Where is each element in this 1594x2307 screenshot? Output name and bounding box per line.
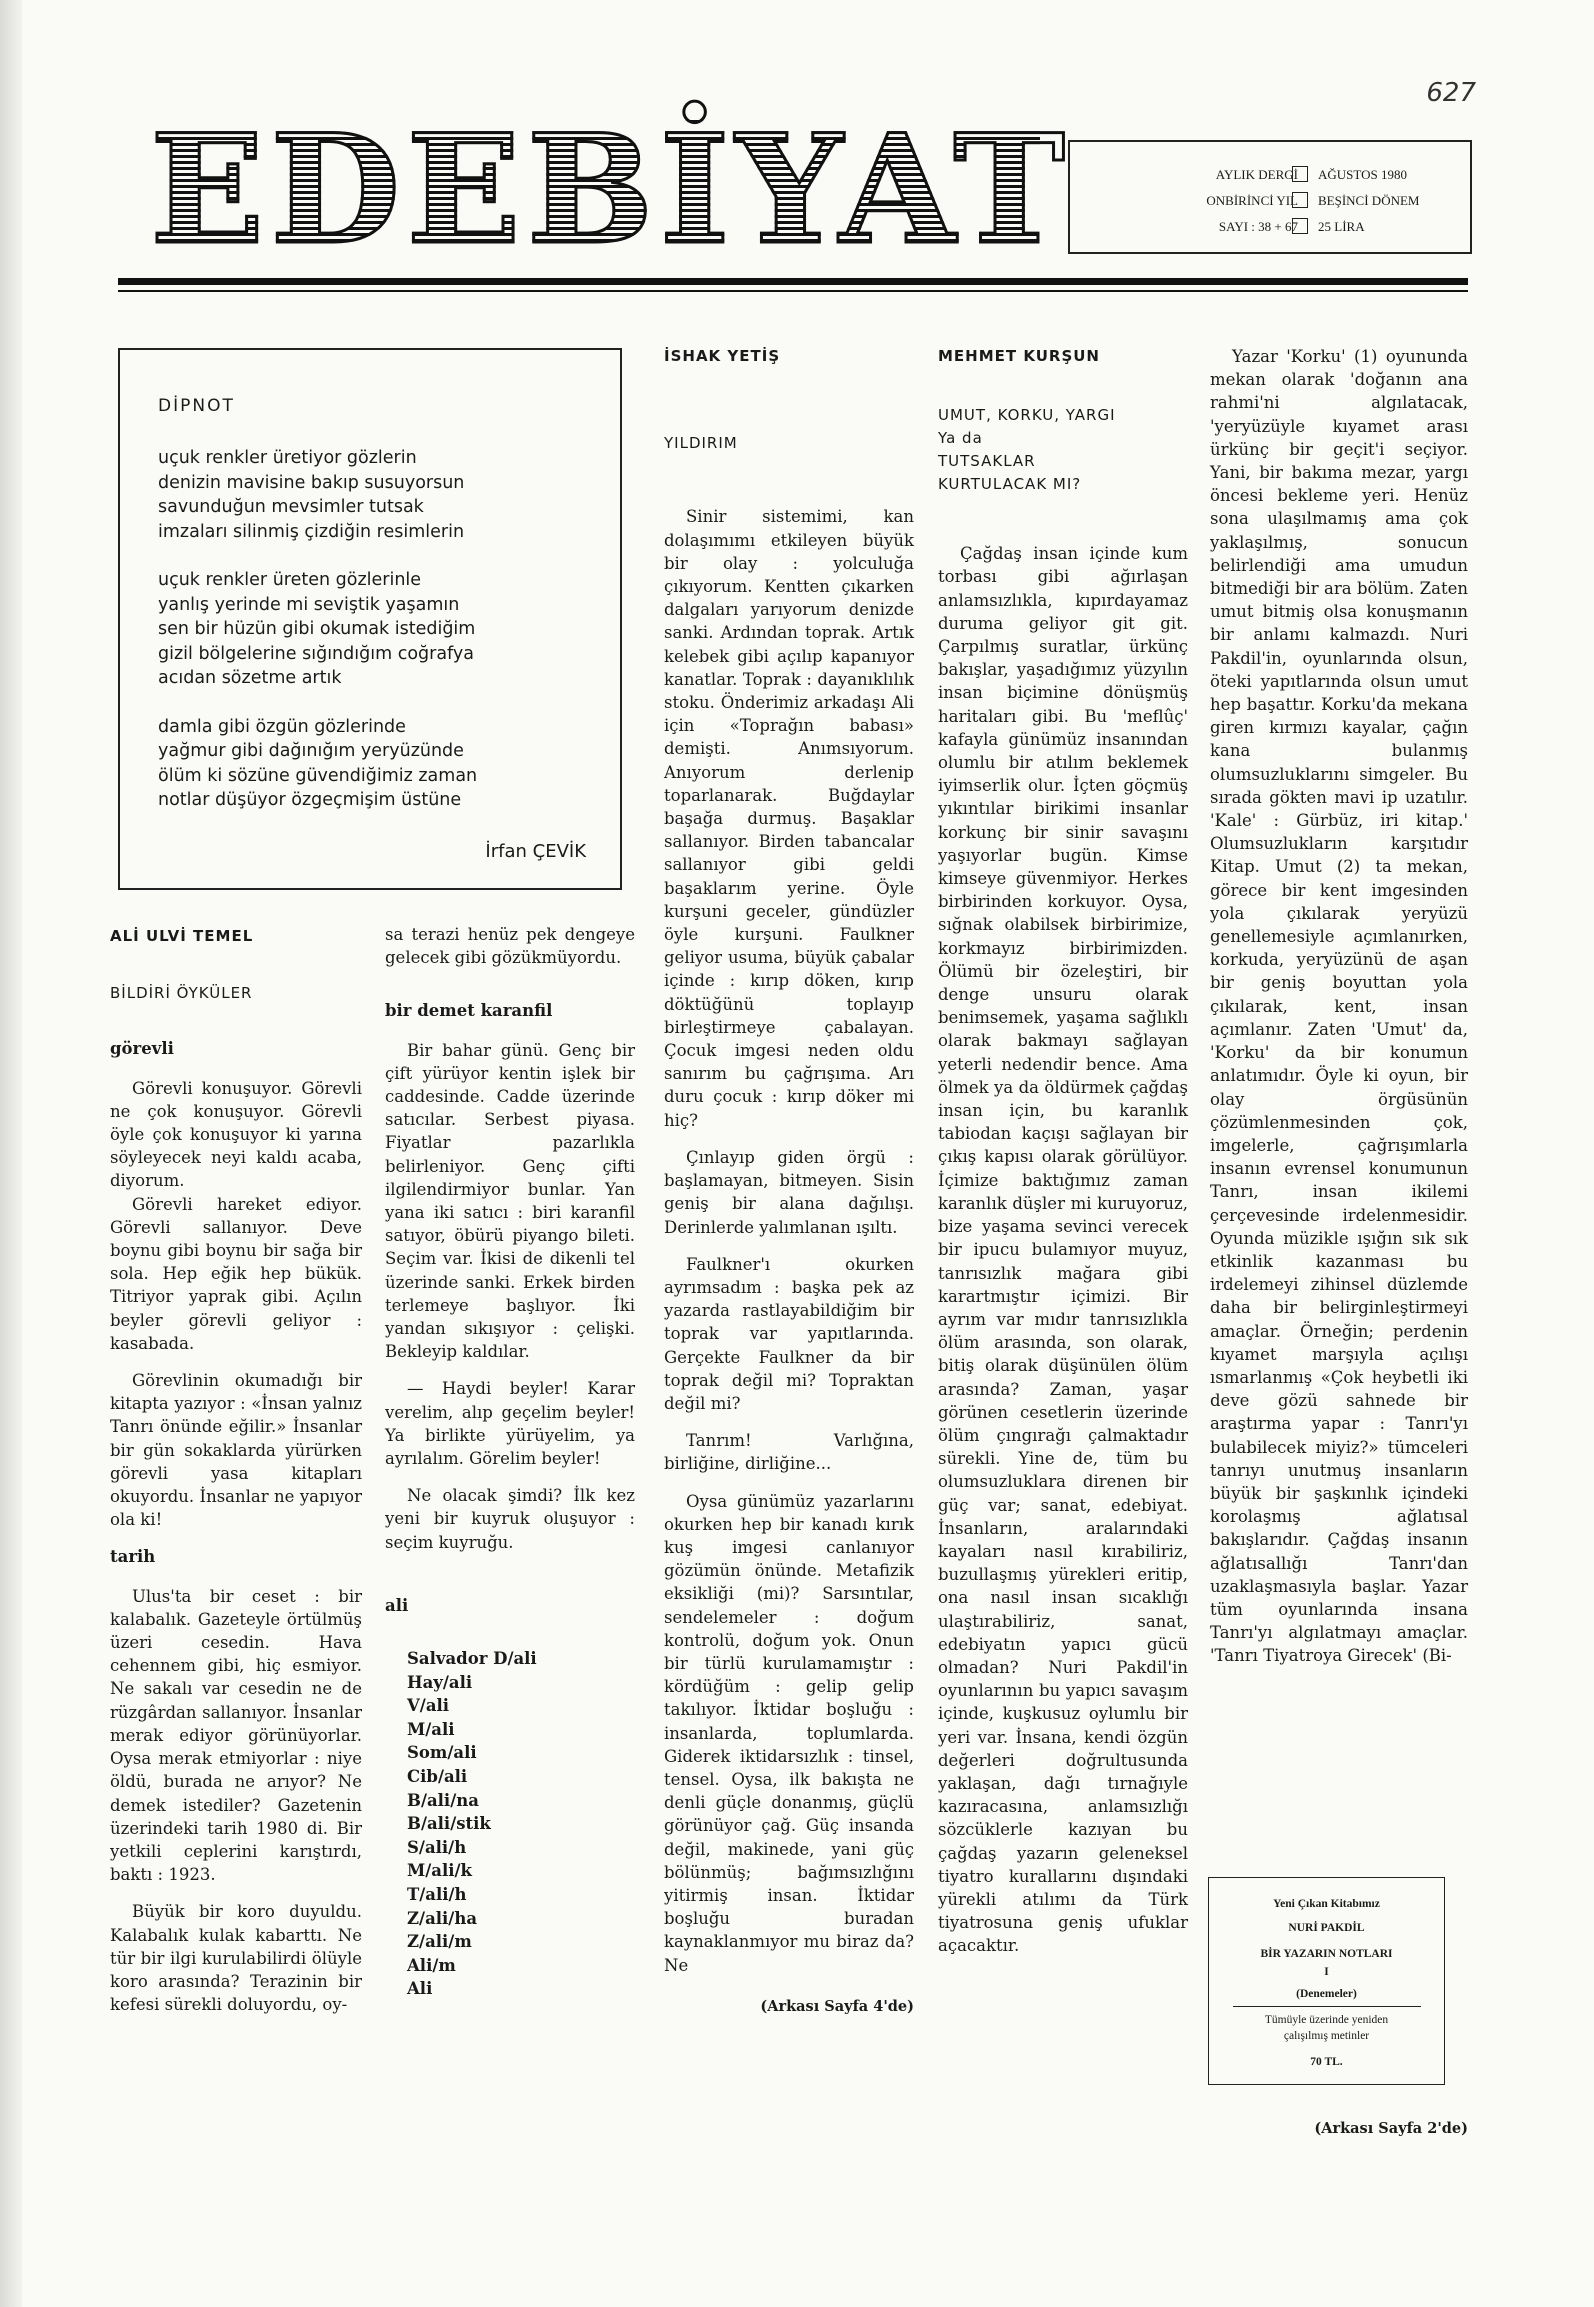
checkbox-square [1292,192,1308,208]
section-heading: ali [385,1595,409,1615]
info-checkboxes [1292,166,1308,244]
article-author: ALİ ULVİ TEMEL [110,927,254,945]
masthead-rule [118,278,1468,285]
info-right [1318,162,1419,240]
poem-line: damla gibi özgün gözlerinde [158,716,406,737]
masthead-title: EDEBİYAT [150,102,1071,278]
list-item: Z/ali/m [407,1932,472,1952]
poem-line: savunduğun mevsimler tutsak [158,497,424,517]
subtitle-line: UMUT, KORKU, YARGI [938,406,1116,425]
section-heading: tarih [110,1547,156,1567]
paragraph: Oysa günümüz yazarlarını okurken hep bir kanadı kırık kuş imgesi canlanıyor gözümün önünde. Metafizik eksikliği (mi)? Sarsıntılar, sendelemeler : doğum kontrolü, doğum yok. Onun bir türlü kurulamamıştır : kördüğüm : gelip gelip takılıyor. İktidar boşluğu : insanlarda, toplumlarda. Giderek iktidarsızlık : tinsel, tensel. Oysa, ilk bakışta ne denli güçle donanmış, güçlü görünüyor çağ. Güç insanda değil, makinede, yani güç bölünmüş; bağımsızlığını yitirmiş insan. İktidar boşluğu buradan kaynaklanmıyor mu biraz da? Ne [664,1491,914,1975]
paragraph: Ulus'ta bir ceset : bir kalabalık. Gazeteyle örtülmüş üzeri cesedin. Hava cehennem gibi, hiç esmiyor. Ne sakalı var cesedin ne de rüzgârdan sallanıyor. İnsanlar merak ediyor görünüyorlar. Oysa merak etmiyorlar : niye öldü, burada ne arıyor? Ne demek istediler? Gazetenin üzerindeki tarih 1980 di. Bir yetkili ceplerini karıştırdı, baktı : 1923. [110,1586,362,1885]
poem-stanza [158,715,608,813]
paragraph: Çağdaş insan içinde kum torbası gibi ağırlaşan anlamsızlıkla, kıpırdayamaz duruma geliyor git git. Çarpılmış suratlar, ürkünç bakışlar, yaşadığımız yüzyılın insan biçimine dönüşmüş haritaları gibi. Bu 'meflûç' kafayla günümüz insanından olumlu bir atılım beklemek iyimserlik olur. İçten göçmüş yıkıntılar birikimi insanlar korkunç bir sinir savaşını yaşıyorlar bugün. Kimse kimseye güvenmiyor. Herkes birbirinden korkuyor. Oysa, sığnak olabilsek birbirimize, korkmayız birbirimizden. Ölümü bir özeleştiri, bir denge unsuru olarak benimsemek, yaşama sağlıklı olarak bakmayı sağlayan yeterli nedendir bence. Ama ölmek ya da öldürmek çağdaş insan için, bu karanlık tabiodan kaçışı sağlayan bir çıkış kapısı olarak görülüyor. İçimize baktığımız zaman karanlık düşler mi kuruyoruz, bize yaşama sevinci verecek bir ipucu bulamıyor muyuz, tanrısızlık mağara gibi karartmıştır içimizi. Bir ayrım var mıdır tanrısızlıkla ölüm arasında, son olarak, bitiş olarak düşünülen ölüm arasında? Zaman, yaşar görünen cesetlerin üzerinde ölüm çıngırağı çalmaktadır sürekli. Yine de, tüm bu olumsuzluklara direnen bir güç var; sanat, edebiyat. İnsanların, aralarındaki kayaları nasıl kırabiliriz, buzullaşmış yürekleri eritip, ona nasıl insan sıcaklığı ulaştırabiliriz, sanat, edebiyatın yapıcı gücü olmadan? Nuri Pakdil'in oyunlarının bu yapıcı savaşım içinde, kuşkusuz oylumlu bir yeri var. İnsana, kendi özgün değerleri doğrultusunda yaklaşan, dağı tırnağıyle kazıracasına, anlamsızlığı sözcüklerle kazıyan bu çağdaş yazarın geleneksel tiyatro kurallarını dışındaki yürekli atılımı da Türk tiyatrosuna geniş ufuklar açacaktır. [938,544,1188,1956]
ali-wordplay-list [385,1647,635,2001]
ad-line: Yeni Çıkan Kitabımız [1273,1898,1380,1910]
list-item: V/ali [407,1696,450,1716]
list-item: Ali/m [407,1955,456,1975]
info-left [1206,162,1298,240]
checkbox-square [1292,218,1308,234]
poem-line: yağmur gibi dağınığım yeryüzünde [158,741,464,761]
masthead-info-box [1068,140,1472,254]
poem-title: DİPNOT [158,396,235,416]
section-heading: bir demet karanfil [385,1001,553,1021]
masthead-rule-thin [118,290,1468,292]
list-item: Hay/ali [407,1672,473,1692]
poem-line: imzaları silinmiş çizdiğin resimlerin [158,521,465,542]
poem-line: denizin mavisine bakıp susuyorsun [158,472,465,493]
poem-stanza [158,568,608,691]
column-ali-ulvi-cont [385,923,635,2001]
continued-note: (Arkası Sayfa 4'de) [760,1997,914,2015]
paragraph: Görevli hareket ediyor. Görevli sallanıyor. Deve boynu gibi boynu bir sağa bir sola. Hep eğik hep bükük. Titriyor yaprak gibi. Açılın beyler görevli geliyor : kasabada. [110,1194,362,1353]
list-item: Ali [407,1979,433,1999]
paragraph: Bir bahar günü. Genç bir çift yürüyor kentin işlek bir caddesinde. Cadde üzerinde satıcılar. Serbest piyasa. Fiyatlar pazarlıkla belirleniyor. Genç çifti ilgilendirmiyor bunlar. Yan yana iki satıcı : biri karanfil satıyor, öbürü piyango bileti. Seçim var. İkisi de dikenli tel üzerinde sanki. Erkek birden terlemeye başlıyor. İki yandan sıkışıyor : çelişki. Bekleyip kaldılar. [385,1040,635,1362]
column-ali-ulvi [110,925,362,2030]
checkbox-square [1292,166,1308,182]
subtitle-line: KURTULACAK MI? [938,475,1082,494]
page-edge [0,0,22,2307]
info-right-line: 25 LİRA [1318,219,1365,234]
info-left-line: ONBİRİNCİ YIL [1206,193,1298,208]
ad-line: Tümüyle üzerinde yeniden [1264,2014,1389,2026]
list-item: M/ali/k [407,1861,472,1881]
ad-divider [1233,2006,1421,2007]
paragraph: Yazar 'Korku' (1) oyununda mekan olarak 'doğanın ana rahmi'ni algılatacak, 'yeryüzüyle kıyamet arası ürkünç bir geçit'i seçiyor. Yani, bir bakıma mezar, yargı öncesi bekleme yeri. Henüz sona ulaşılmamış ama çok yaklaşılmış, sonucun belirlendiği ama umudun bitmediği bir ara bölüm. Zaten umut bitmiş olsa konuşmanın bir anlamı kalmazdı. Nuri Pakdil'in, oyunlarında olsun, öteki yapıtlarında olsun umut hep başattır. Korku'da mekana giren kırmızı kayalar, çağın kana bulanmış olumsuzluklarını simgeler. Bu sırada gökten mavi ip uzatılır. 'Kale' : Gürbüz, iri kitap.' Olumsuzlukların karşıtıdır Kitap. Umut (2) ta mekan, görece bir kent imgesinden yola çıkılarak yeryüzü genellemesiyle açımlanırken, korkuda, yeryüzünü de aşan bir geniş boyuttan yola çıkılarak, kent, insan açımlanır. Zaten 'Umut' da, 'Korku' da bir konumun anlatımıdır. Öyle ki oyun, bir olay örgüsünün çözümlenmesinden çok, imgelerle, çağrışımlarla insanın evrensel konumunun Tanrı, insan ikilemi çerçevesinde irdelenmesidir. Oyunda müzikle ışığın sık sık etkinlik kazanması bu irdelemeyi zihinsel düzlemde daha bir belirginleştirmeyi amaçlar. Örneğin; perdenin kıyamet marşıyla açılışı ısmarlanmış «Çok heybetli iki deve gözü sahnede bir araştırma yapar : Tanrı'yı bulabilecek miyiz?» tümceleri tanrıyı unutmuş insanların büyük bir şaşkınlık içindeki korolaşmış ağlatısal bakışlarıdır. Çağdaş insanın ağlatısallığı Tanrı'dan uzaklaşmasıyla başlar. Yazar tüm oyunlarında insana Tanrı'yı algılatmayı amaçlar. 'Tanrı Tiyatroya Girecek' (Bi- [1210,347,1468,1666]
poem-line: sen bir hüzün gibi okumak istediğim [158,619,476,639]
poem-line: uçuk renkler üreten gözlerinle [158,570,422,590]
paragraph: Ne olacak şimdi? İlk kez yeni bir kuyruk oluşuyor : seçim kuyruğu. [385,1486,635,1552]
column-ishak-yetis [664,345,914,2018]
subtitle-line: Ya da [938,429,983,448]
paragraph: Görevlinin okumadığı bir kitapta yazıyor : «İnsan yalnız Tanrı önünde eğilir.» İnsanlar bir gün sokaklarda yürürken görevli yasa kitapları okuyordu. İnsanlar ne yapıyor ola ki! [110,1371,362,1530]
list-item: T/ali/h [407,1885,467,1905]
info-right-line: AĞUSTOS 1980 [1318,167,1407,182]
ad-book-title: BİR YAZARIN NOTLARI [1260,1948,1393,1960]
poem-box [118,348,622,890]
poem-line: uçuk renkler üretiyor gözlerin [158,448,417,468]
list-item: Som/ali [407,1743,477,1763]
ad-author: NURİ PAKDİL [1288,1922,1365,1934]
continued-note: (Arkası Sayfa 2'de) [1314,2120,1468,2137]
paragraph: Tanrım! Varlığına, birliğine, dirliğine... [664,1431,914,1474]
paragraph: Sinir sistemimi, kan dolaşımımı etkileyen büyük bir olay : yolculuğa çıkıyorum. Kentten çıkarken dalgaları yarıyorum denizde sanki. Ardından toprak. Artık kelebek gibi açılıp kapanıyor kanatlar. Toprak : dayanıklılık stoku. Önderimiz arkadaşı Ali için «Toprağın babası» demişti. Anımsıyorum. Anıyorum derlenip toparlanarak. Buğdaylar başağa durmuş. Başaklar sallanıyor. Birden tabancalar sallanıyor gibi geldi başaklarım yerine. Öyle kurşuni geceler, gündüzler öyle kurşuni. Faulkner geliyor usuma, büyük çabalar içinde : kırıp döken, kırıp döktüğünü toplayıp birleştirmeye çabalayan. Çocuk imgesi neden oldu sanırım bu çağrışıma. Arı duru çocuk : kırıp döker mi hiç? [664,507,914,1130]
ad-genre: (Denemeler) [1296,1988,1357,2000]
poem-line: yanlış yerinde mi seviştik yaşamın [158,594,460,615]
paragraph: sa terazi henüz pek dengeye gelecek gibi gözükmüyordu. [385,925,635,968]
list-item: M/ali [407,1719,455,1739]
paragraph: Faulkner'ı okurken ayrımsadım : başka pek az yazarda rastlayabildiğim bir toprak var yapıtlarında. Gerçekte Faulkner da bir toprak değil mi? Topraktan değil mi? [664,1254,914,1413]
handwritten-page-number: 627 [1426,78,1476,108]
subtitle-line: TUTSAKLAR [938,452,1036,471]
paragraph: Görevli konuşuyor. Görevli ne çok konuşuyor. Görevli öyle çok konuşuyor ki yarına söyleyecek neyi kaldı acaba, diyorum. [110,1078,362,1191]
poem-line: acıdan sözetme artık [158,668,342,688]
poem-stanza [158,446,608,544]
info-right-line: BEŞİNCİ DÖNEM [1318,193,1420,208]
poem-line: gizil bölgelerine sığındığım coğrafya [158,643,474,664]
ad-line: çalışılmış metinler [1283,2030,1370,2042]
poem-body [158,446,608,837]
poem-author: İrfan ÇEVİK [485,841,586,862]
list-item: Salvador D/ali [407,1649,537,1669]
book-advertisement [1208,1877,1445,2085]
paragraph: Çınlayıp giden örgü : başlamayan, bitmeyen. Sisin geniş bir alana dağılışı. Derinlerde yalımlanan ışıltı. [664,1147,914,1237]
list-item: B/ali/na [407,1790,479,1810]
article-author: MEHMET KURŞUN [938,347,1100,365]
list-item: Z/ali/ha [407,1908,478,1928]
info-left-line: SAYI : 38 + 67 [1218,219,1298,234]
column-mehmet-kursun [938,345,1188,1972]
list-item: B/ali/stik [407,1814,491,1834]
paragraph: Büyük bir koro duyuldu. Kalabalık kulak kabarttı. Ne tür bir ilgi kurulabilirdi ölüyle koro arasında? Terazinin bir kefesi sürekli doluyordu, oy- [110,1902,362,2015]
poem-line: notlar düşüyor özgeçmişim üstüne [158,790,462,810]
ad-price: 70 TL. [1310,2056,1343,2068]
article-subtitle: BİLDİRİ ÖYKÜLER [110,984,253,1003]
column-mehmet-kursun-cont [1210,345,1468,1682]
article-subtitle: YILDIRIM [664,434,738,453]
article-author: İSHAK YETİŞ [664,347,781,365]
poem-line: ölüm ki sözüne güvendiğimiz zaman [158,765,478,786]
article-subtitle [938,404,1188,496]
list-item: S/ali/h [407,1837,467,1857]
list-item: Cib/ali [407,1767,468,1787]
info-left-line: AYLIK DERGİ [1215,167,1298,182]
section-heading: görevli [110,1039,174,1059]
paragraph: — Haydi beyler! Karar verelim, alıp geçelim beyler! Ya birlikte yürüyelim, ya ayrılalım. Görelim beyler! [385,1379,635,1469]
ad-volume: I [1324,1966,1329,1978]
